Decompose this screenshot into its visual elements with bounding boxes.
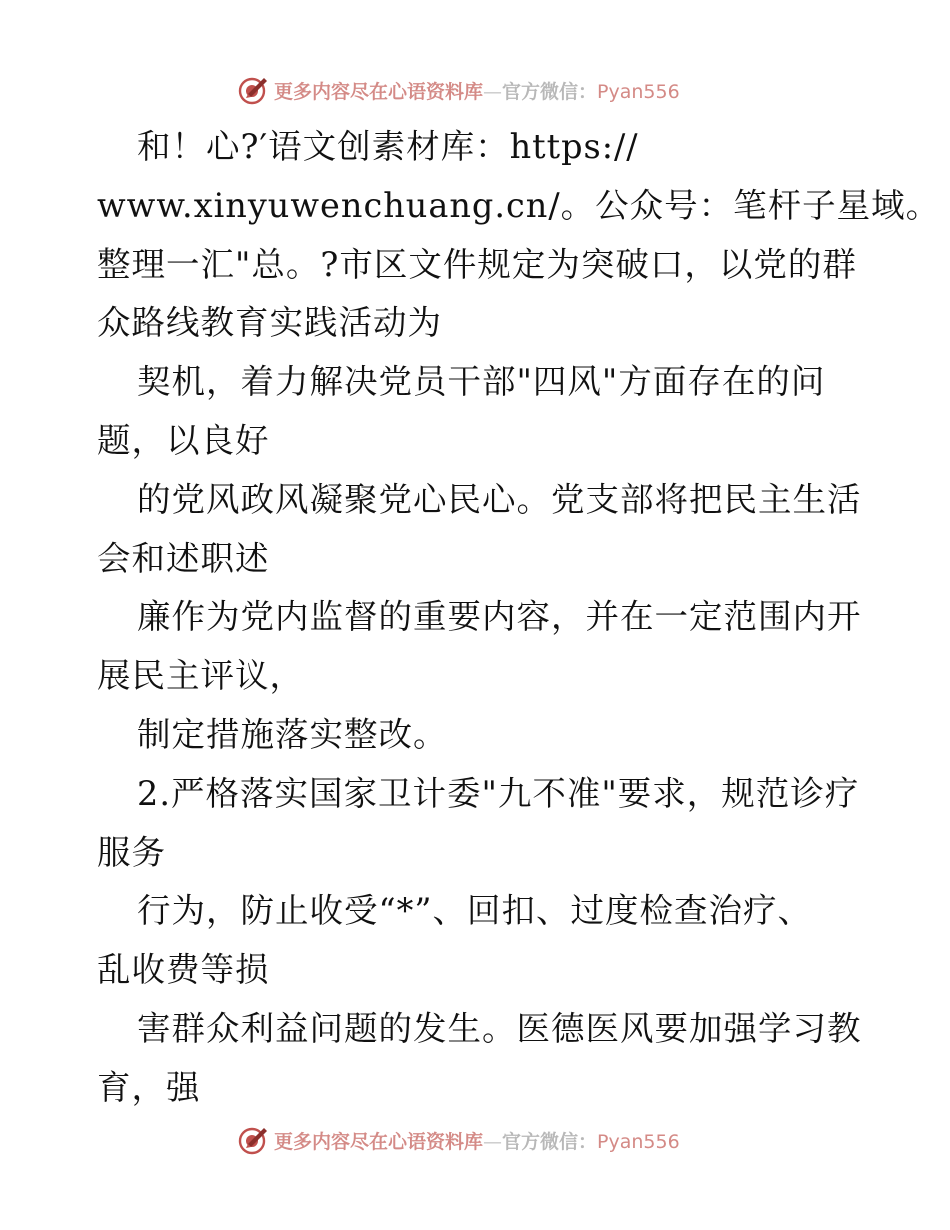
footer-banner — [234, 1120, 680, 1160]
banner-wechat-id: Pyan556 — [597, 80, 680, 103]
text-line: 众路线教育实践活动为 — [97, 303, 442, 343]
text-line: www.xinyuwenchuang.cn/。公众号：笔杆子星域。 — [97, 185, 941, 225]
text-line: 的党风政风凝聚党心民心。党支部将把民主生活 — [137, 479, 862, 519]
text-line: 乱收费等损 — [97, 950, 270, 990]
header-banner — [234, 70, 680, 110]
banner-text — [274, 77, 680, 104]
pen-logo-icon — [234, 1122, 270, 1158]
text-line: 制定措施落实整改。 — [137, 714, 448, 754]
text-line: 和！心?′语文创素材库：https:// — [137, 127, 639, 166]
pen-logo-icon — [234, 72, 270, 108]
text-line: 育，强 — [97, 1067, 201, 1107]
document-body — [97, 118, 941, 1118]
text-line: 展民主评议， — [97, 656, 304, 696]
text-line: 廉作为党内监督的重要内容，并在一定范围内开 — [137, 597, 862, 637]
banner-wechat-label: 官方微信： — [502, 1130, 598, 1153]
banner-wechat-id: Pyan556 — [597, 1130, 680, 1153]
text-line: 题，以良好 — [97, 420, 270, 460]
text-line: 会和述职述 — [97, 538, 270, 578]
text-line: 服务 — [97, 832, 166, 872]
banner-dash: — — [483, 80, 503, 103]
banner-wechat-label: 官方微信： — [502, 80, 598, 103]
text-line: 害群众利益问题的发生。医德医风要加强学习教 — [137, 1008, 862, 1048]
text-line: 2.严格落实国家卫计委"九不准"要求，规范诊疗 — [137, 773, 860, 813]
text-line: 行为，防止收受“*”、回扣、过度检查治疗、 — [137, 891, 813, 931]
banner-text — [274, 1127, 680, 1154]
text-line: 契机，着力解决党员干部"四风"方面存在的问 — [137, 362, 826, 402]
banner-slogan: 更多内容尽在心语资料库 — [274, 1130, 484, 1153]
banner-dash: — — [483, 1130, 503, 1153]
text-line: 整理一汇"总。?市区文件规定为突破口，以党的群 — [97, 244, 857, 284]
banner-slogan: 更多内容尽在心语资料库 — [274, 80, 484, 103]
